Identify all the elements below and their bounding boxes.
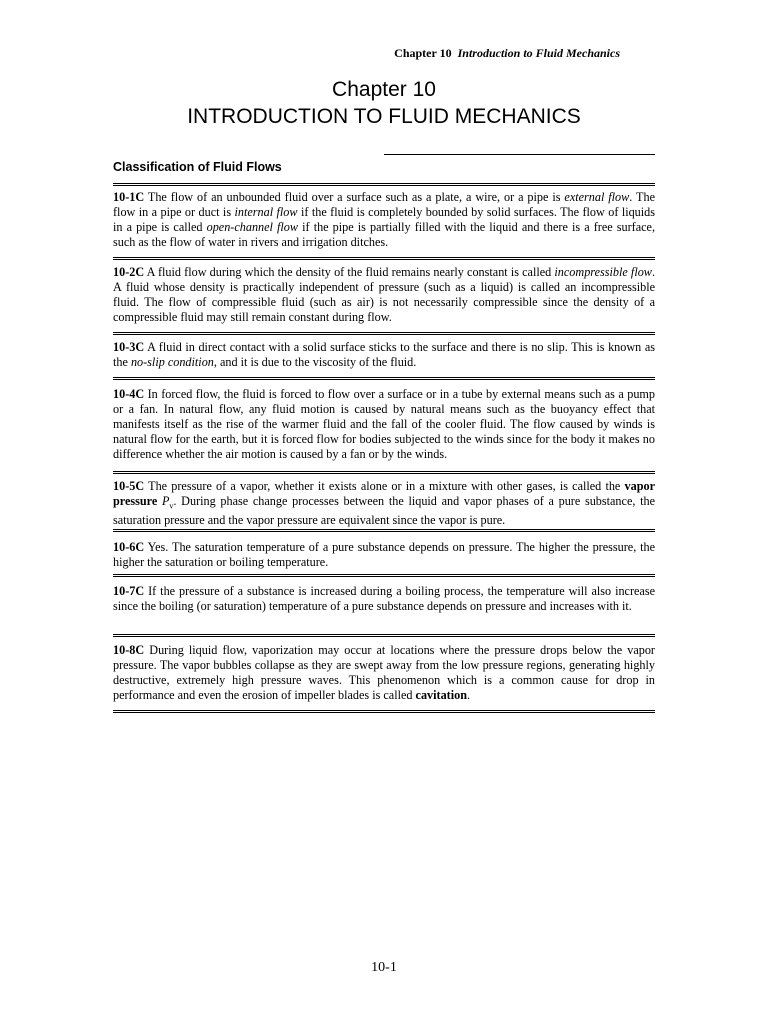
divider xyxy=(113,710,655,713)
running-header-chapter: Chapter 10 xyxy=(394,46,452,60)
chapter-title-name: INTRODUCTION TO FLUID MECHANICS xyxy=(187,105,581,128)
problem-10-7c: 10-7C If the pressure of a substance is increased during a boiling process, the temperature will also increase since the boiling (or saturation) temperature of a pure substance depends on pressure and increases with it. xyxy=(113,584,655,613)
problem-10-8c: 10-8C During liquid flow, vaporization may occur at locations where the pressure drops below the vapor pressure. The vapor bubbles collapse as they are swept away from the low pressure regions, generating highly destructive, extremely high pressure waves. This phenomenon which is a common cause for drop in performance and even the erosion of impeller blades is called cavitation. xyxy=(113,643,655,702)
divider xyxy=(113,257,655,260)
section-top-rule xyxy=(384,154,655,155)
divider xyxy=(113,332,655,335)
running-header xyxy=(394,46,620,61)
problem-number: 10-6C xyxy=(113,540,145,554)
divider xyxy=(113,471,655,474)
section-heading: Classification of Fluid Flows xyxy=(113,160,282,174)
chapter-title xyxy=(0,76,768,130)
divider xyxy=(113,377,655,380)
problem-number: 10-7C xyxy=(113,584,145,598)
problem-10-4c: 10-4C In forced flow, the fluid is forced to flow over a surface or in a tube by external means such as a pump or a fan. In natural flow, any fluid motion is caused by natural means such as the buoyancy effect that manifests itself as the rise of the warmer fluid and the fall of the cooler fluid. The flow caused by winds is natural flow for the earth, but it is forced flow for bodies subjected to the winds since for the body it makes no difference whether the air motion is caused by a fan or by the winds. xyxy=(113,387,655,461)
problem-10-6c: 10-6C Yes. The saturation temperature of a pure substance depends on pressure. The higher the pressure, the higher the saturation or boiling temperature. xyxy=(113,540,655,569)
divider xyxy=(113,634,655,637)
divider xyxy=(113,529,655,532)
problem-10-1c: 10-1C The flow of an unbounded fluid over a surface such as a plate, a wire, or a pipe is external flow. The flow in a pipe or duct is internal flow if the fluid is completely bounded by solid surfaces. The flow of liquids in a pipe is called open-channel flow if the pipe is partially filled with the liquid and there is a free surface, such as the flow of water in rivers and irrigation ditches. xyxy=(113,190,655,249)
running-header-title: Introduction to Fluid Mechanics xyxy=(457,46,620,60)
problem-number: 10-5C xyxy=(113,479,145,493)
problem-10-3c: 10-3C A fluid in direct contact with a solid surface sticks to the surface and there is no slip. This is known as the no-slip condition, and it is due to the viscosity of the fluid. xyxy=(113,340,655,369)
problem-number: 10-1C xyxy=(113,190,145,204)
problem-10-5c: 10-5C The pressure of a vapor, whether it exists alone or in a mixture with other gases, is called the vapor pressure $P_v$. During phase change processes between the liquid and vapor phases of a pure substance, the saturation pressure and the vapor pressure are equivalent since the vapor is pure. xyxy=(113,479,655,528)
problem-number: 10-4C xyxy=(113,387,145,401)
divider xyxy=(113,574,655,577)
problem-10-2c: 10-2C A fluid flow during which the density of the fluid remains nearly constant is called incompressible flow. A fluid whose density is practically independent of pressure (such as a liquid) is called an incompressible fluid. The flow of compressible fluid (such as air) is not necessarily compressible since the density of a compressible fluid may still remain constant during flow. xyxy=(113,265,655,324)
problem-number: 10-8C xyxy=(113,643,145,657)
chapter-title-number: Chapter 10 xyxy=(332,78,436,101)
divider xyxy=(113,183,655,186)
problem-number: 10-2C xyxy=(113,265,145,279)
problem-number: 10-3C xyxy=(113,340,145,354)
page-number: 10-1 xyxy=(371,960,397,975)
